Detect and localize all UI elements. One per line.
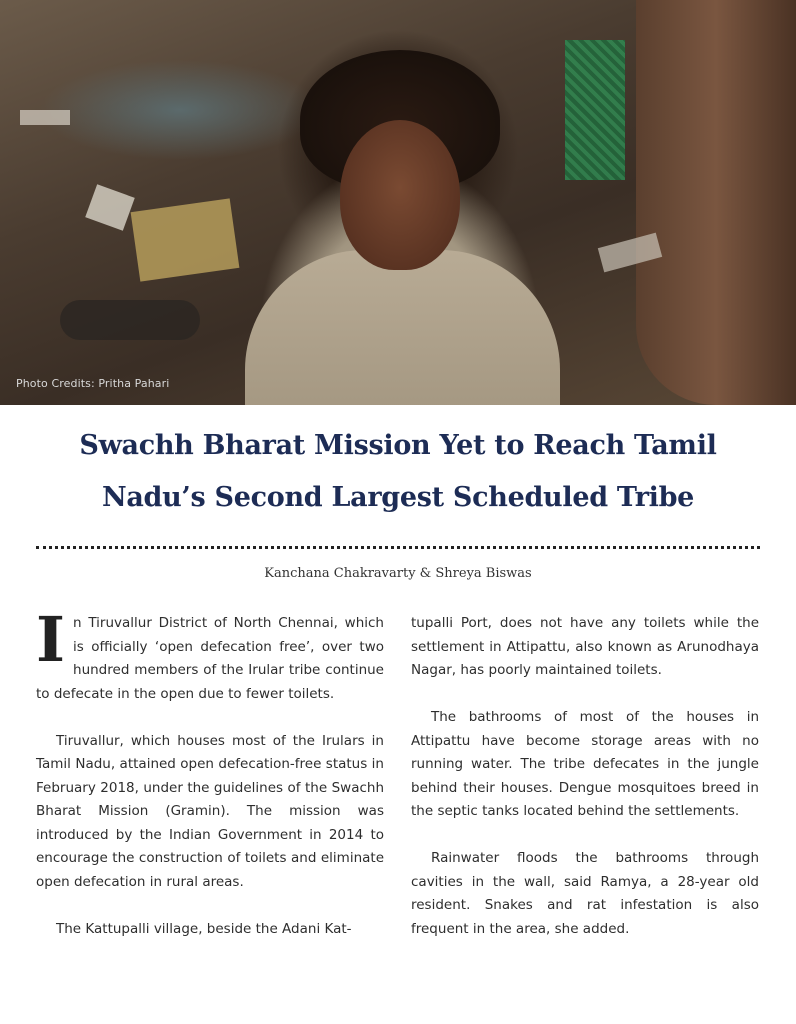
paragraph: The bathrooms of most of the houses in Attipattu have become storage areas with no running water. The tribe defecates in the jungle behind their houses. Dengue mosquitoes breed in the septic tanks located behind the settlements. <box>411 709 759 819</box>
child-face <box>340 120 460 270</box>
byline: Kanchana Chakravarty & Shreya Biswas <box>264 566 532 581</box>
tree-trunk <box>636 0 796 405</box>
paragraph-text: n Tiruvallur District of North Chennai, which is officially ‘open defecation free’, over two hundred members of the Irular tribe continue to defecate in the open due to fewer toilets. <box>36 615 384 702</box>
title-line-1: Swachh Bharat Mission Yet to Reach Tamil <box>79 430 717 461</box>
column-left <box>36 603 384 965</box>
paragraph: The Kattupalli village, beside the Adani Kat- <box>56 920 352 937</box>
litter <box>85 184 135 231</box>
paragraph <box>36 603 384 706</box>
litter <box>60 300 200 340</box>
litter <box>131 198 240 281</box>
paragraph: Tiruvallur, which houses most of the Irulars in Tamil Nadu, attained open defecation-free status in February 2018, under the guidelines of the Swachh Bharat Mission (Gramin). The mission was introduced by the Indian Government in 2014 to encourage the construction of toilets and eliminate open defecation in rural areas. <box>36 732 384 890</box>
paragraph: tupalli Port, does not have any toilets while the settlement in Attipattu, also known as Arunodhaya Nagar, has poorly maintained toilets. <box>411 615 759 678</box>
child-shirt <box>245 250 560 405</box>
article-title <box>0 420 796 524</box>
hero-photo <box>0 0 796 405</box>
column-right <box>411 612 759 965</box>
green-basket <box>565 40 625 180</box>
drop-cap: I <box>36 603 66 676</box>
dotted-divider <box>36 546 760 549</box>
paragraph: Rainwater floods the bathrooms through cavities in the wall, said Ramya, a 28-year old resident. Snakes and rat infestation is also frequent in the area, she added. <box>411 850 759 937</box>
photo-credit: Photo Credits: Pritha Pahari <box>16 377 170 390</box>
title-line-2: Nadu’s Second Largest Scheduled Tribe <box>101 482 695 513</box>
litter <box>20 110 70 125</box>
